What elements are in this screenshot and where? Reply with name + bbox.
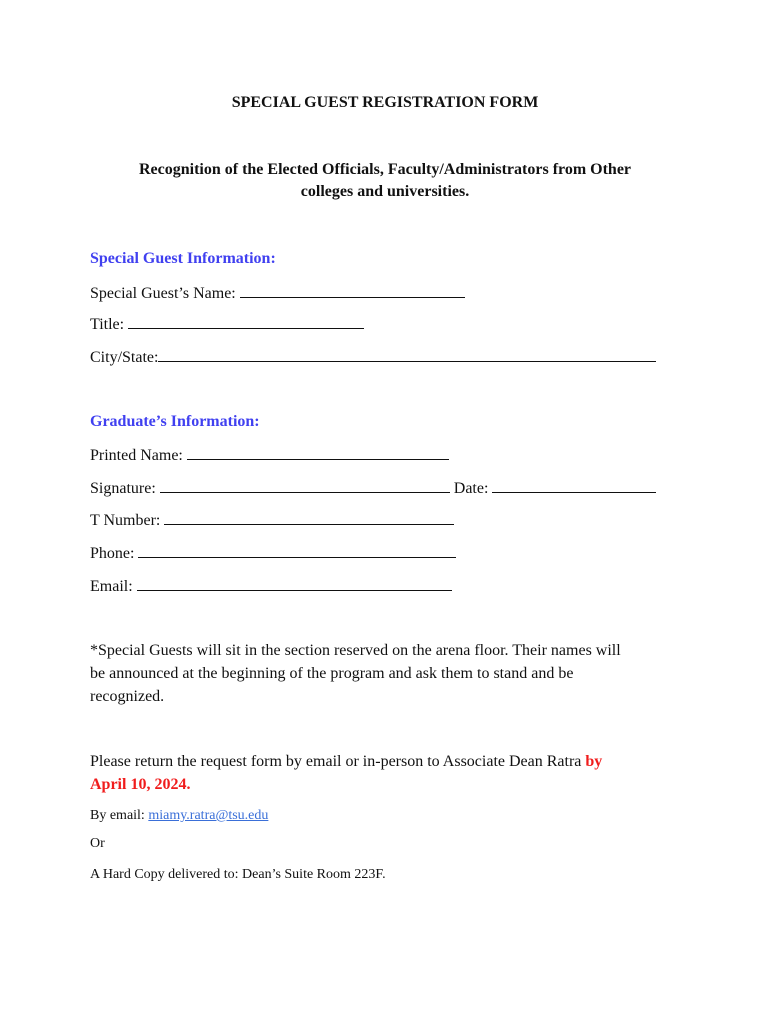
guest-city-row [90, 347, 656, 368]
guest-city-label: City/State: [90, 349, 159, 366]
phone-row [90, 543, 456, 564]
guest-name-label: Special Guest’s Name: [90, 285, 236, 302]
signature-field[interactable] [160, 478, 450, 493]
by-email-row [90, 806, 268, 826]
guest-name-field[interactable] [240, 283, 465, 298]
note-line-1: *Special Guests will sit in the section reserved on the arena floor. Their names will [90, 642, 621, 659]
return-instructions [90, 752, 602, 772]
t-number-row [90, 510, 454, 531]
graduate-section-heading: Graduate’s Information: [90, 413, 260, 430]
email-field[interactable] [137, 576, 452, 591]
guest-title-field[interactable] [128, 314, 364, 329]
printed-name-row [90, 445, 449, 466]
signature-label: Signature: [90, 480, 156, 497]
guest-title-row [90, 314, 364, 335]
form-title: SPECIAL GUEST REGISTRATION FORM [231, 94, 539, 111]
printed-name-label: Printed Name: [90, 447, 183, 464]
hard-copy-text: A Hard Copy delivered to: Dean’s Suite Room 223F. [90, 867, 386, 882]
subtitle-line-1: Recognition of the Elected Officials, Faculty/Administrators from Other [138, 161, 632, 178]
guest-city-field[interactable] [158, 347, 656, 362]
signature-row [90, 478, 656, 499]
return-text: Please return the request form by email or in-person to Associate Dean Ratra [90, 753, 582, 770]
or-text: Or [90, 836, 105, 851]
printed-name-field[interactable] [187, 445, 449, 460]
phone-label: Phone: [90, 545, 135, 562]
guest-name-row [90, 283, 465, 304]
date-label: Date: [453, 480, 489, 497]
phone-field[interactable] [138, 543, 456, 558]
deadline-date: April 10, 2024. [90, 776, 191, 793]
t-number-label: T Number: [90, 512, 161, 529]
guest-section-heading: Special Guest Information: [90, 250, 276, 267]
email-label: Email: [90, 578, 133, 595]
t-number-field[interactable] [164, 510, 454, 525]
note-line-3: recognized. [90, 688, 165, 705]
deadline-by: by [585, 753, 603, 770]
email-row [90, 576, 452, 597]
by-email-label: By email: [90, 808, 145, 823]
note-line-2: be announced at the beginning of the program and ask them to stand and be [90, 665, 574, 682]
subtitle-line-2: colleges and universities. [300, 183, 470, 200]
date-field[interactable] [492, 478, 656, 493]
email-link[interactable]: miamy.ratra@tsu.edu [148, 808, 269, 823]
guest-title-label: Title: [90, 316, 125, 333]
